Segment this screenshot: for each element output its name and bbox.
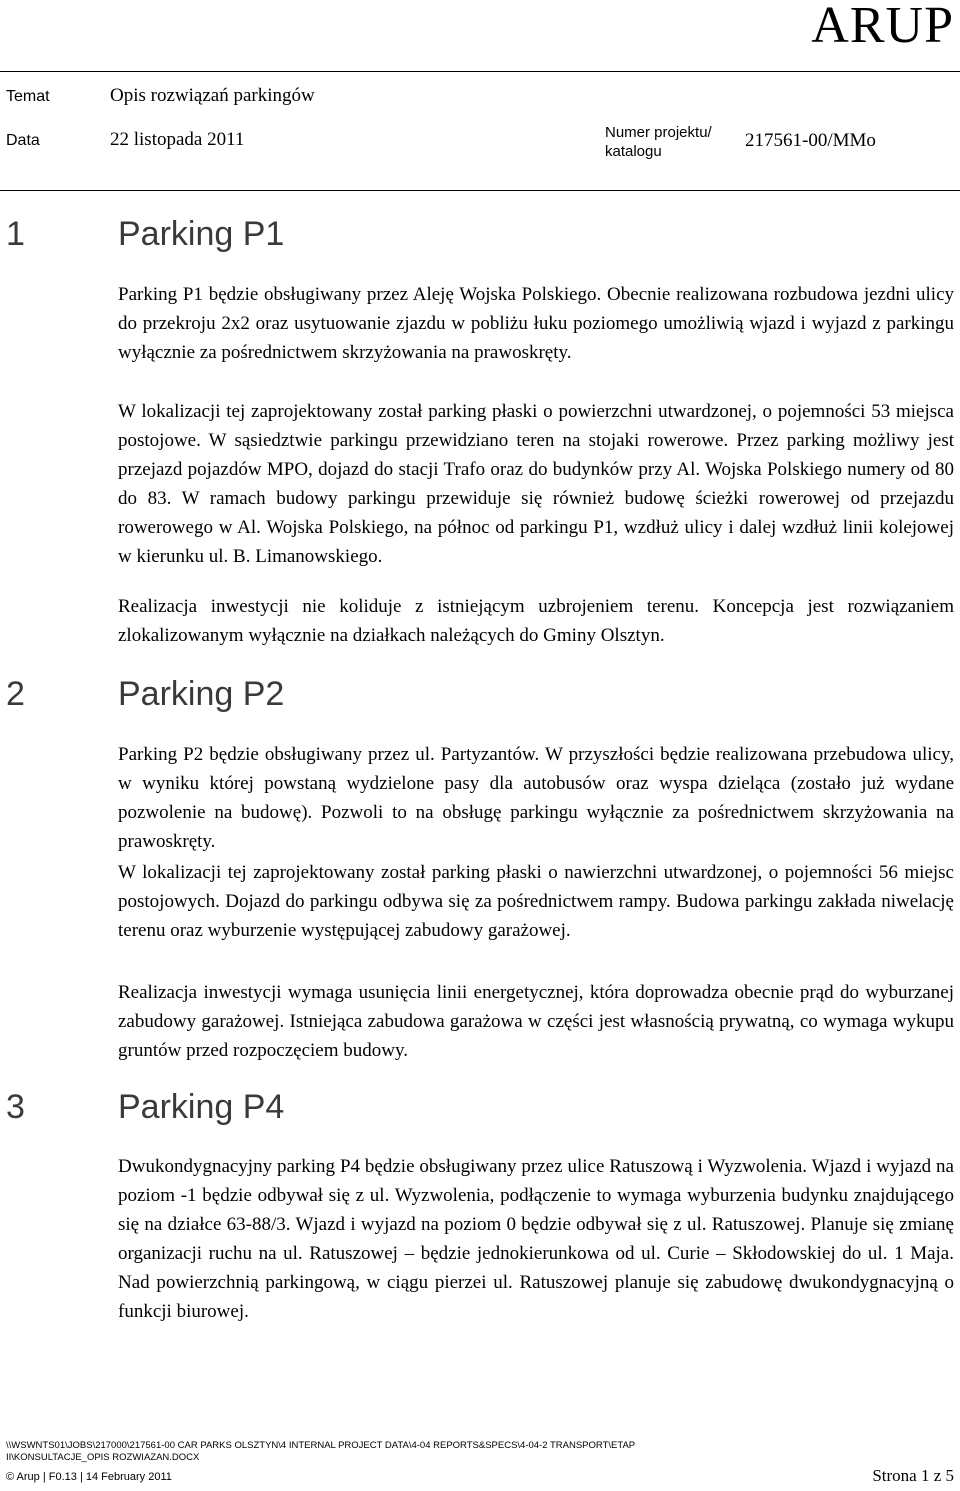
paragraph: W lokalizacji tej zaprojektowany został parking płaski o powierzchni utwardzonej, o pojemności 53 miejsca postojowe. W sąsiedztwie parkingu przewidziano teren na stojaki rowerowe. Przez parking możliwy jest przejazd pojazdów MPO, dojazd do stacji Trafo oraz do budynków przy Al. Wojska Polskiego numery od 80 do 83. W ramach budowy parkingu przewiduje się również budowę ścieżki rowerowej od przejazdu rowerowego w Al. Wojska Polskiego, na północ od parkingu P1, wzdłuż ulicy i dalej wzdłuż linii kolejowej w kierunku ul. B. Limanowskiego. (118, 401, 954, 567)
section-number: 3 (6, 1088, 25, 1126)
section-heading-2 (6, 675, 284, 714)
subject-value: Opis rozwiązań parkingów (110, 85, 315, 106)
date-value: 22 listopada 2011 (110, 129, 245, 150)
section-title: Parking P1 (118, 215, 285, 253)
paragraph: Parking P2 będzie obsługiwany przez ul. Partyzantów. W przyszłości będzie realizowana przebudowa ulicy, w wyniku której powstaną wydzielone pasy dla autobusów oraz wyspa dzieląca (zostało już wydane pozwolenie na budowę). Pozwoli to na obsługę parkingu wyłącznie za pośrednictwem skrzyżowania na prawoskręty. (118, 744, 954, 852)
project-label-line-1: Numer projektu/ (605, 124, 712, 141)
logo-rule (0, 71, 960, 72)
section-number: 2 (6, 675, 25, 713)
header-divider (0, 190, 960, 191)
project-number: 217561-00/MMo (745, 130, 876, 151)
paragraph: Realizacja inwestycji nie koliduje z istniejącym uzbrojeniem terenu. Koncepcja jest rozwiązaniem zlokalizowanym wyłącznie na działkach należących do Gminy Olsztyn. (118, 596, 954, 646)
footer-file-path: \\WSWNTS01\JOBS\217000\217561-00 CAR PARKS OLSZTYN\4 INTERNAL PROJECT DATA\4-04 REPORTS&SPECS\4-04-2 TRANSPORT\ETAP II\KONSULTACJE_OPIS ROZWIAZAN.DOCX (6, 1440, 635, 1463)
footer-copyright: © Arup | F0.13 | 14 February 2011 (6, 1471, 172, 1483)
paragraph: W lokalizacji tej zaprojektowany został parking płaski o nawierzchni utwardzonej, o pojemności 56 miejsc postojowych. Dojazd do parkingu odbywa się za pośrednictwem rampy. Budowa parkingu zakłada niwelację terenu oraz wyburzenie występującej zabudowy garażowej. (118, 862, 954, 941)
project-label (605, 123, 712, 161)
arup-logo: ARUP (811, 0, 954, 54)
section-heading-3 (6, 1088, 284, 1127)
page-number: Strona 1 z 5 (872, 1466, 954, 1485)
section-heading-1 (6, 215, 284, 254)
section-title: Parking P2 (118, 675, 285, 713)
paragraph: Realizacja inwestycji wymaga usunięcia linii energetycznej, która doprowadza obecnie prąd do wyburzanej zabudowy garażowej. Istniejąca zabudowa garażowa w części jest własnością prywatną, co wymaga wykupu gruntów przed rozpoczęciem budowy. (118, 982, 954, 1061)
date-label: Data (6, 132, 40, 149)
paragraph: Parking P1 będzie obsługiwany przez Aleję Wojska Polskiego. Obecnie realizowana rozbudowa jezdni ulicy do przekroju 2x2 oraz usytuowanie zjazdu w pobliżu łuku poziomego umożliwią wjazd i wyjazd z parkingu wyłącznie za pośrednictwem skrzyżowania na prawoskręty. (118, 284, 954, 363)
section-number: 1 (6, 215, 25, 253)
section-title: Parking P4 (118, 1088, 285, 1126)
paragraph: Dwukondygnacyjny parking P4 będzie obsługiwany przez ulice Ratuszową i Wyzwolenia. Wjazd i wyjazd na poziom -1 będzie odbywał się z ul. Wyzwolenia, podłączenie to wymaga wyburzenia budynku znajdującego się na działce 63-88/3. Wjazd i wyjazd na poziom 0 będzie odbywał się z ul. Ratuszowej. Planuje się zmianę organizacji ruchu na ul. Ratuszowej – będzie jednokierunkowa od ul. Curie – Skłodowskiej do ul. 1 Maja. Nad powierzchnią parkingową, w ciągu pierzei ul. Ratuszowej planuje się zabudowę dwukondygnacyjną o funkcji biurowej. (118, 1156, 954, 1322)
subject-label: Temat (6, 88, 50, 105)
project-label-line-2: katalogu (605, 143, 662, 160)
